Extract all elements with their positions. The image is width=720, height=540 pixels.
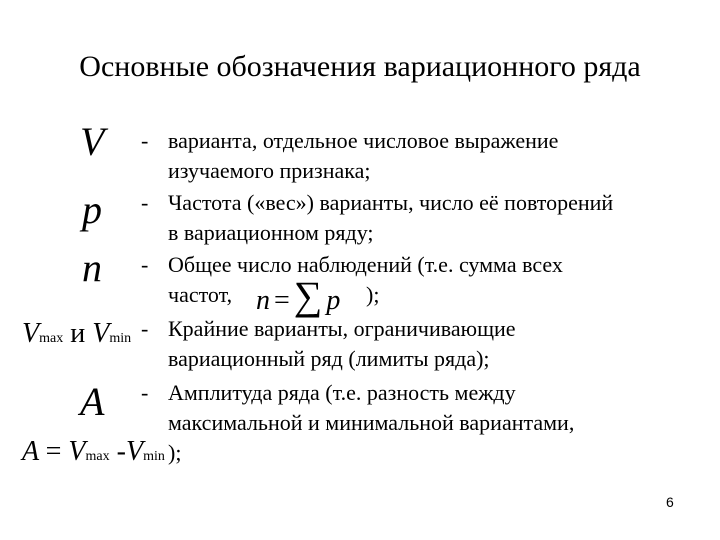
symbol-vmin-sub: min [109, 331, 132, 346]
slide-title: Основные обозначения вариационного ряда [79, 50, 641, 83]
symbol-vmax-vmin [22, 318, 131, 350]
symbol-v: V [80, 119, 105, 164]
dash-2: - [141, 190, 149, 215]
sum-n: n [256, 285, 270, 316]
sum-formula [256, 272, 340, 319]
item-5-line-2: максимальной и минимальной вариантами, [168, 410, 575, 435]
item-1-line-1: варианта, отдельное числовое выражение [168, 128, 559, 153]
sum-eq: = [274, 285, 290, 316]
dash-3: - [141, 252, 149, 277]
item-4-line-1: Крайние варианты, ограничивающие [168, 316, 516, 341]
item-3-line-3: ); [366, 282, 380, 307]
ampl-v1: V [68, 436, 86, 467]
page-number: 6 [666, 494, 674, 510]
amplitude-formula [22, 436, 165, 468]
item-2-line-2: в вариационном ряду; [168, 220, 374, 245]
ampl-eq: = [45, 436, 62, 467]
symbol-p: p [82, 187, 102, 232]
symbol-n: n [82, 245, 102, 290]
item-3-line-2: частот, [168, 282, 233, 307]
dash-1: - [141, 128, 149, 153]
ampl-sub2: min [143, 449, 165, 464]
item-1-line-2: изучаемого признака; [168, 158, 371, 183]
symbol-vmax-sub: max [39, 331, 64, 346]
item-4-line-2: вариационный ряд (лимиты ряда); [168, 346, 490, 371]
ampl-sub1: max [85, 449, 110, 464]
symbol-and-word: и [70, 318, 86, 349]
ampl-lhs: A [22, 436, 39, 467]
item-3-line-1: Общее число наблюдений (т.е. сумма всех [168, 252, 563, 277]
symbol-vmax: V [22, 318, 40, 349]
item-5-line-1: Амплитуда ряда (т.е. разность между [168, 380, 516, 405]
dash-4: - [141, 316, 149, 341]
symbol-vmin: V [92, 318, 110, 349]
ampl-minus: - [116, 436, 126, 467]
sum-p: p [326, 285, 341, 316]
symbol-a: A [80, 379, 105, 424]
item-5-line-3: ); [168, 440, 182, 465]
ampl-v2: V [125, 436, 144, 467]
dash-5: - [141, 380, 149, 405]
sum-sigma: ∑ [293, 273, 323, 318]
item-2-line-1: Частота («вес») варианты, число её повторений [168, 190, 614, 215]
